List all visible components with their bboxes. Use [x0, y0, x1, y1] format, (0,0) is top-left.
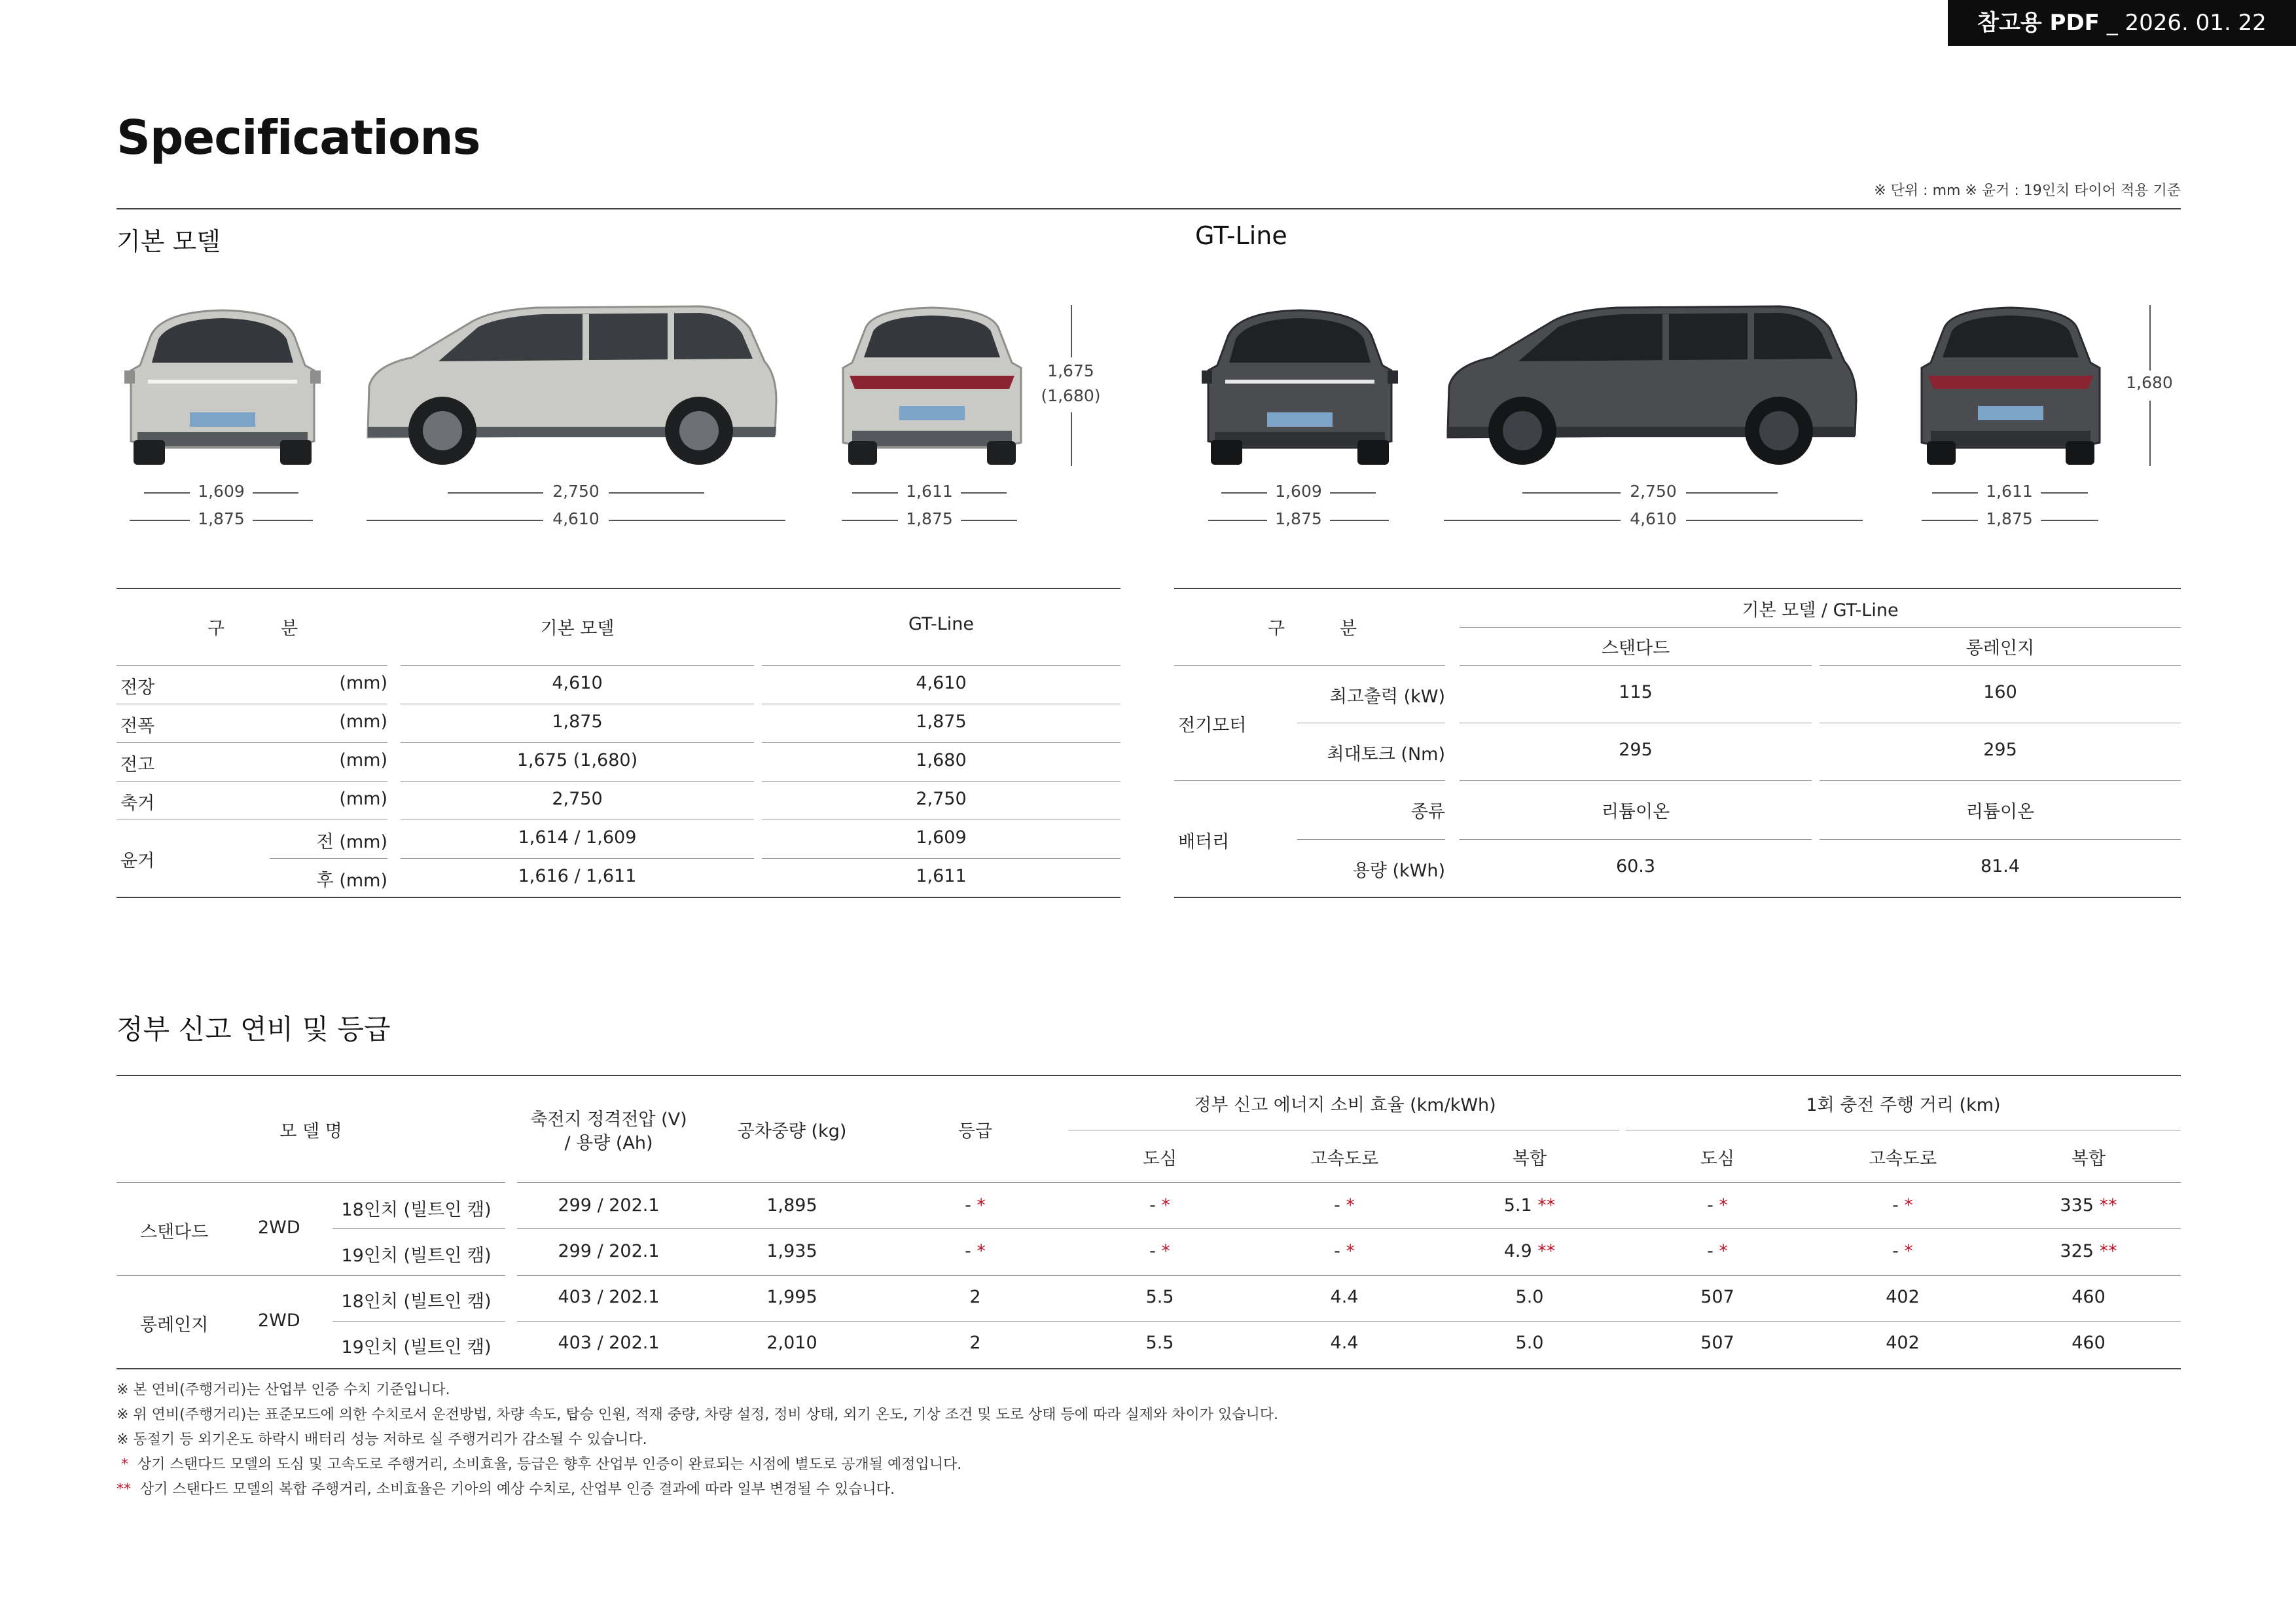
asterisk-mark: * [1346, 1195, 1355, 1216]
fuel-value: - [1149, 1195, 1156, 1216]
fuel-cell-voltage: 299 / 202.1 [558, 1241, 660, 1261]
gt-front-track-value: 1,609 [1275, 482, 1322, 501]
base-wheelbase-value: 2,750 [552, 482, 600, 501]
fuel-row-divider [332, 1321, 505, 1322]
fuel-cell-eff-combined [1437, 1195, 1622, 1216]
base-width-line-right [253, 520, 313, 521]
gt-side-view-image [1440, 302, 1865, 466]
fuel-cell-eff-combined: 5.0 [1515, 1287, 1544, 1307]
fuel-cell-range-highway [1810, 1195, 1995, 1216]
double-asterisk-mark: ** [1537, 1241, 1556, 1261]
page-title: Specifications [117, 110, 480, 165]
dim-row-divider [117, 742, 387, 743]
footnote: ※ 본 연비(주행거리)는 산업부 인증 수치 기준입니다. [117, 1382, 450, 1398]
ev-capacity-label: 용량 (kWh) [1352, 861, 1445, 881]
fuel-cell-grade: 2 [969, 1287, 981, 1307]
fuel-header-eff-city: 도심 [1142, 1149, 1177, 1169]
gt-front-view-image [1202, 302, 1398, 466]
fuel-section-title: 정부 신고 연비 및 등급 [117, 1013, 391, 1045]
unit-note: ※ 단위 : mm ※ 윤거 : 19인치 타이어 적용 기준 [1874, 183, 2181, 199]
dim-row-label: 축거 [120, 793, 155, 814]
fuel-cell-eff-city: 5.5 [1145, 1287, 1174, 1307]
fuel-cell-eff-city: 5.5 [1145, 1333, 1174, 1353]
base-height-alt-value: (1,680) [1041, 386, 1101, 405]
fuel-header-range-combined: 복합 [2071, 1149, 2106, 1169]
fuel-group-standard-drive: 2WD [258, 1218, 300, 1238]
base-side-view-image [360, 302, 785, 466]
fuel-cell-eff-combined: 5.0 [1515, 1333, 1544, 1353]
ev-row-divider [1820, 839, 2181, 840]
base-height-value: 1,675 [1047, 361, 1094, 380]
dim-tread-divider [401, 858, 754, 859]
fuel-table-bottom-rule [117, 1368, 2181, 1369]
dim-row-unit: (mm) [339, 750, 387, 770]
ev-header-underline-label [1174, 665, 1445, 666]
fuel-header-range-highway: 고속도로 [1868, 1149, 1937, 1169]
fuel-cell-eff-highway: 4.4 [1330, 1287, 1359, 1307]
fuel-group-divider [117, 1275, 505, 1276]
fuel-header-underline [117, 1182, 505, 1183]
dim-row-unit: (mm) [339, 673, 387, 693]
fuel-cell-range-combined: 460 [2072, 1287, 2106, 1307]
fuel-cell-eff-highway [1253, 1241, 1436, 1261]
dim-header-bun: 분 [280, 619, 298, 639]
double-asterisk-mark: ** [2099, 1195, 2117, 1216]
ev-type-long: 리튬이온 [1965, 802, 2035, 822]
fuel-value: - [1149, 1241, 1156, 1261]
fuel-row-divider [517, 1321, 2181, 1322]
gt-wheelbase-line-right [1686, 492, 1778, 494]
ev-type-label: 종류 [1410, 802, 1445, 822]
asterisk-mark: * [1346, 1241, 1355, 1261]
double-asterisk-mark: ** [1537, 1195, 1556, 1216]
ev-header-standard: 스탠다드 [1601, 638, 1670, 659]
base-height-line-bottom [1071, 412, 1072, 466]
ev-max-power-long: 160 [1983, 682, 2017, 702]
base-width-line-left [130, 520, 190, 521]
fuel-cell-weight: 1,935 [766, 1241, 817, 1261]
fuel-table-top-rule [117, 1075, 2181, 1076]
base-wheelbase-line-right [609, 492, 704, 494]
gt-rear-track-line-left [1932, 492, 1978, 494]
dim-tread-divider [270, 858, 387, 859]
dim-row-base: 1,875 [552, 712, 603, 732]
gt-length-value: 4,610 [1630, 509, 1677, 528]
gt-width-line-right [1330, 520, 1389, 521]
dim-row-divider [762, 781, 1121, 782]
dim-header-gu: 구 [207, 619, 225, 639]
fuel-cell-tire: 19인치 (빌트인 캠) [341, 1337, 492, 1358]
fuel-cell-range-city [1626, 1241, 1809, 1261]
ev-group-divider [1174, 780, 1445, 781]
fuel-cell-range-combined [1996, 1195, 2181, 1216]
fuel-cell-range-highway: 402 [1886, 1333, 1920, 1353]
fuel-cell-eff-city [1068, 1241, 1251, 1261]
dim-header-underline-label [117, 665, 387, 666]
gt-rear-track-line-right [2041, 492, 2088, 494]
fuel-value: 5.1 [1503, 1195, 1532, 1216]
fuel-value: 4.9 [1503, 1241, 1532, 1261]
fuel-header-model: 모 델 명 [279, 1121, 342, 1142]
fuel-cell-eff-highway [1253, 1195, 1436, 1216]
dim-row-gt: 4,610 [916, 673, 967, 693]
gt-wheelbase-value: 2,750 [1630, 482, 1677, 501]
gt-height-line-bottom [2149, 401, 2151, 466]
asterisk-mark: * [977, 1241, 986, 1261]
gt-length-line-left [1444, 520, 1621, 521]
fuel-cell-tire: 18인치 (빌트인 캠) [341, 1200, 492, 1220]
base-rear-width-line-right [961, 520, 1017, 521]
fuel-header-range-city: 도심 [1700, 1149, 1735, 1169]
fuel-row-divider [517, 1228, 2181, 1229]
fuel-header-underline [517, 1182, 2181, 1183]
ev-header-group: 기본 모델 / GT-Line [1742, 600, 1899, 621]
fuel-header-capacity: / 용량 (Ah) [564, 1133, 653, 1153]
reference-badge [1948, 0, 2296, 46]
ev-max-power-label: 최고출력 (kW) [1329, 687, 1445, 707]
footnote: ※ 위 연비(주행거리)는 표준모드에 의한 수치로서 운전방법, 차량 속도, 탑승 인원, 적재 중량, 차량 설정, 정비 상태, 외기 온도, 기상 조건 및 도로 상태 등에 따라 실제와 차이가 있습니다. [117, 1407, 1278, 1423]
gt-rear-width-line-right [2041, 520, 2098, 521]
asterisk-mark: * [1161, 1195, 1170, 1216]
fuel-header-efficiency: 정부 신고 에너지 소비 효율 (km/kWh) [1194, 1095, 1496, 1115]
footnote-single-star [117, 1453, 961, 1473]
gt-width-line-left [1208, 520, 1267, 521]
gt-wheelbase-line-left [1522, 492, 1621, 494]
asterisk-mark: * [977, 1195, 986, 1216]
fuel-cell-eff-highway: 4.4 [1330, 1333, 1359, 1353]
fuel-value: - [1892, 1195, 1899, 1216]
dim-header-underline-base [401, 665, 754, 666]
dim-row-divider [762, 742, 1121, 743]
dim-tread-label: 윤거 [120, 851, 155, 871]
ev-row-divider [1297, 839, 1445, 840]
ev-row-divider [1460, 839, 1812, 840]
dim-table-top-rule [117, 588, 1121, 589]
base-rear-track-value: 1,611 [906, 482, 953, 501]
ev-max-power-std: 115 [1619, 682, 1653, 702]
fuel-value: - [1707, 1241, 1713, 1261]
gt-rear-width-line-left [1922, 520, 1978, 521]
footnote-double-star [117, 1478, 895, 1498]
fuel-value: 325 [2060, 1241, 2094, 1261]
base-rear-track-line-left [852, 492, 898, 494]
ev-header-group-underline [1460, 627, 2181, 628]
ev-table-bottom-rule [1174, 897, 2181, 898]
fuel-cell-grade: 2 [969, 1333, 981, 1353]
fuel-cell-range-highway: 402 [1886, 1287, 1920, 1307]
fuel-group-long-range-drive: 2WD [258, 1310, 300, 1331]
base-front-view-image [124, 302, 321, 466]
ev-type-std: 리튬이온 [1601, 802, 1670, 822]
fuel-cell-grade [884, 1195, 1067, 1216]
fuel-cell-voltage: 403 / 202.1 [558, 1333, 660, 1353]
fuel-header-eff-highway: 고속도로 [1310, 1149, 1379, 1169]
fuel-cell-weight: 1,895 [766, 1195, 817, 1216]
dim-tread-rear-base: 1,616 / 1,611 [518, 866, 637, 886]
gt-width-value: 1,875 [1275, 509, 1322, 528]
asterisk-mark: * [1904, 1241, 1913, 1261]
dim-tread-rear-gt: 1,611 [916, 866, 967, 886]
gt-height-value: 1,680 [2126, 373, 2173, 392]
ev-group-divider [1820, 780, 2181, 781]
base-rear-width-line-left [842, 520, 898, 521]
ev-header-bun: 분 [1339, 619, 1357, 639]
asterisk-mark: * [1904, 1195, 1913, 1216]
dim-row-base: 2,750 [552, 789, 603, 809]
fuel-value: - [965, 1241, 971, 1261]
fuel-cell-range-city: 507 [1700, 1287, 1734, 1307]
dim-row-base: 1,675 (1,680) [516, 750, 638, 770]
ev-capacity-std: 60.3 [1615, 856, 1656, 876]
ev-battery-label: 배터리 [1178, 832, 1230, 852]
dim-row-label: 전고 [120, 755, 155, 775]
base-width-value: 1,875 [198, 509, 245, 528]
dim-row-unit: (mm) [339, 789, 387, 809]
gt-line-heading: GT-Line [1195, 221, 1287, 250]
dim-row-unit: (mm) [339, 712, 387, 732]
dim-row-gt: 1,680 [916, 750, 967, 770]
fuel-value: - [965, 1195, 971, 1216]
badge-separator: _ [2099, 10, 2125, 36]
dim-tread-front-gt: 1,609 [916, 827, 967, 848]
dim-row-divider [117, 781, 387, 782]
ev-max-torque-long: 295 [1983, 740, 2017, 760]
fuel-cell-range-combined [1996, 1241, 2181, 1261]
fuel-header-weight: 공차중량 (kg) [737, 1121, 847, 1142]
footnote-text: 상기 스탠다드 모델의 도심 및 고속도로 주행거리, 소비효율, 등급은 향후 산업부 인증이 완료되는 시점에 별도로 공개될 예정입니다. [137, 1456, 962, 1473]
base-model-heading: 기본 모델 [117, 227, 221, 256]
base-rear-width-value: 1,875 [906, 509, 953, 528]
asterisk-mark: * [1719, 1195, 1728, 1216]
dim-row-divider [401, 781, 754, 782]
base-rear-view-image [840, 302, 1024, 466]
ev-max-torque-label: 최대토크 (Nm) [1327, 744, 1445, 765]
asterisk-mark: * [1719, 1241, 1728, 1261]
double-asterisk-mark: ** [2099, 1241, 2117, 1261]
fuel-header-eff-combined: 복합 [1512, 1149, 1547, 1169]
fuel-cell-range-combined: 460 [2072, 1333, 2106, 1353]
dim-tread-rear-label: 후 (mm) [316, 871, 387, 891]
ev-header-underline-long [1820, 665, 2181, 666]
gt-height-line-top [2149, 305, 2151, 370]
fuel-cell-eff-city [1068, 1195, 1251, 1216]
gt-rear-width-value: 1,875 [1986, 509, 2033, 528]
badge-label: 참고용 PDF [1977, 10, 2100, 36]
fuel-group-long-range-name: 롱레인지 [140, 1315, 209, 1335]
dim-row-gt: 1,875 [916, 712, 967, 732]
fuel-cell-weight: 2,010 [766, 1333, 817, 1353]
ev-header-gu: 구 [1267, 619, 1285, 639]
ev-group-divider [1460, 780, 1812, 781]
fuel-cell-range-city: 507 [1700, 1333, 1734, 1353]
fuel-cell-tire: 18인치 (빌트인 캠) [341, 1291, 492, 1312]
ev-capacity-long: 81.4 [1980, 856, 2020, 876]
dim-row-label: 전폭 [120, 716, 155, 736]
base-height-line-top [1071, 305, 1072, 357]
base-length-line-left [367, 520, 543, 521]
dim-row-base: 4,610 [552, 673, 603, 693]
ev-header-long-range: 롱레인지 [1965, 638, 2035, 659]
fuel-cell-voltage: 299 / 202.1 [558, 1195, 660, 1216]
base-wheelbase-line-left [448, 492, 543, 494]
double-asterisk-mark: ** [117, 1481, 131, 1498]
fuel-value: - [1707, 1195, 1713, 1216]
badge-date: 2026. 01. 22 [2125, 10, 2267, 36]
fuel-cell-voltage: 403 / 202.1 [558, 1287, 660, 1307]
dim-tread-front-label: 전 (mm) [316, 832, 387, 852]
dim-tread-divider [762, 858, 1121, 859]
fuel-value: - [1334, 1241, 1340, 1261]
gt-length-line-right [1686, 520, 1863, 521]
fuel-group-divider [517, 1275, 2181, 1276]
dim-table-bottom-rule [117, 897, 1121, 898]
fuel-cell-grade [884, 1241, 1067, 1261]
dim-row-label: 전장 [120, 677, 155, 698]
fuel-value: 335 [2060, 1195, 2094, 1216]
base-rear-track-line-right [961, 492, 1007, 494]
ev-header-underline-std [1460, 665, 1812, 666]
ev-max-torque-std: 295 [1619, 740, 1653, 760]
fuel-cell-weight: 1,995 [766, 1287, 817, 1307]
footnote: ※ 동절기 등 외기온도 하락시 배터리 성능 저하로 실 주행거리가 감소될 수 있습니다. [117, 1432, 647, 1448]
dim-header-base: 기본 모델 [540, 619, 615, 639]
fuel-header-voltage: 축전지 정격전압 (V) [530, 1110, 687, 1130]
asterisk-mark: * [1161, 1241, 1170, 1261]
dim-row-divider [401, 742, 754, 743]
gt-front-track-line-right [1330, 492, 1376, 494]
gt-rear-view-image [1919, 302, 2102, 466]
dim-header-gt: GT-Line [908, 614, 974, 634]
fuel-cell-range-city [1626, 1195, 1809, 1216]
ev-table-top-rule [1174, 588, 2181, 589]
fuel-cell-range-highway [1810, 1241, 1995, 1261]
base-length-value: 4,610 [552, 509, 600, 528]
fuel-value: - [1334, 1195, 1340, 1216]
dim-row-gt: 2,750 [916, 789, 967, 809]
footnote-text: 상기 스탠다드 모델의 복합 주행거리, 소비효율은 기아의 예상 수치로, 산업부 인증 결과에 따라 일부 변경될 수 있습니다. [140, 1481, 895, 1498]
fuel-row-divider [332, 1228, 505, 1229]
base-length-line-right [609, 520, 785, 521]
fuel-header-grade: 등급 [958, 1121, 993, 1142]
ev-motor-label: 전기모터 [1178, 715, 1247, 736]
fuel-value: - [1892, 1241, 1899, 1261]
fuel-group-standard-name: 스탠다드 [140, 1222, 209, 1242]
fuel-cell-tire: 19인치 (빌트인 캠) [341, 1246, 492, 1266]
gt-front-track-line-left [1221, 492, 1267, 494]
gt-rear-track-value: 1,611 [1986, 482, 2033, 501]
dim-tread-front-base: 1,614 / 1,609 [518, 827, 637, 848]
dim-header-underline-gt [762, 665, 1121, 666]
base-front-track-value: 1,609 [198, 482, 245, 501]
asterisk-mark: * [121, 1456, 128, 1473]
base-front-track-line-right [253, 492, 298, 494]
fuel-cell-eff-combined [1437, 1241, 1622, 1261]
fuel-header-range: 1회 충전 주행 거리 (km) [1806, 1095, 2001, 1115]
title-divider [117, 208, 2181, 209]
base-front-track-line-left [144, 492, 190, 494]
